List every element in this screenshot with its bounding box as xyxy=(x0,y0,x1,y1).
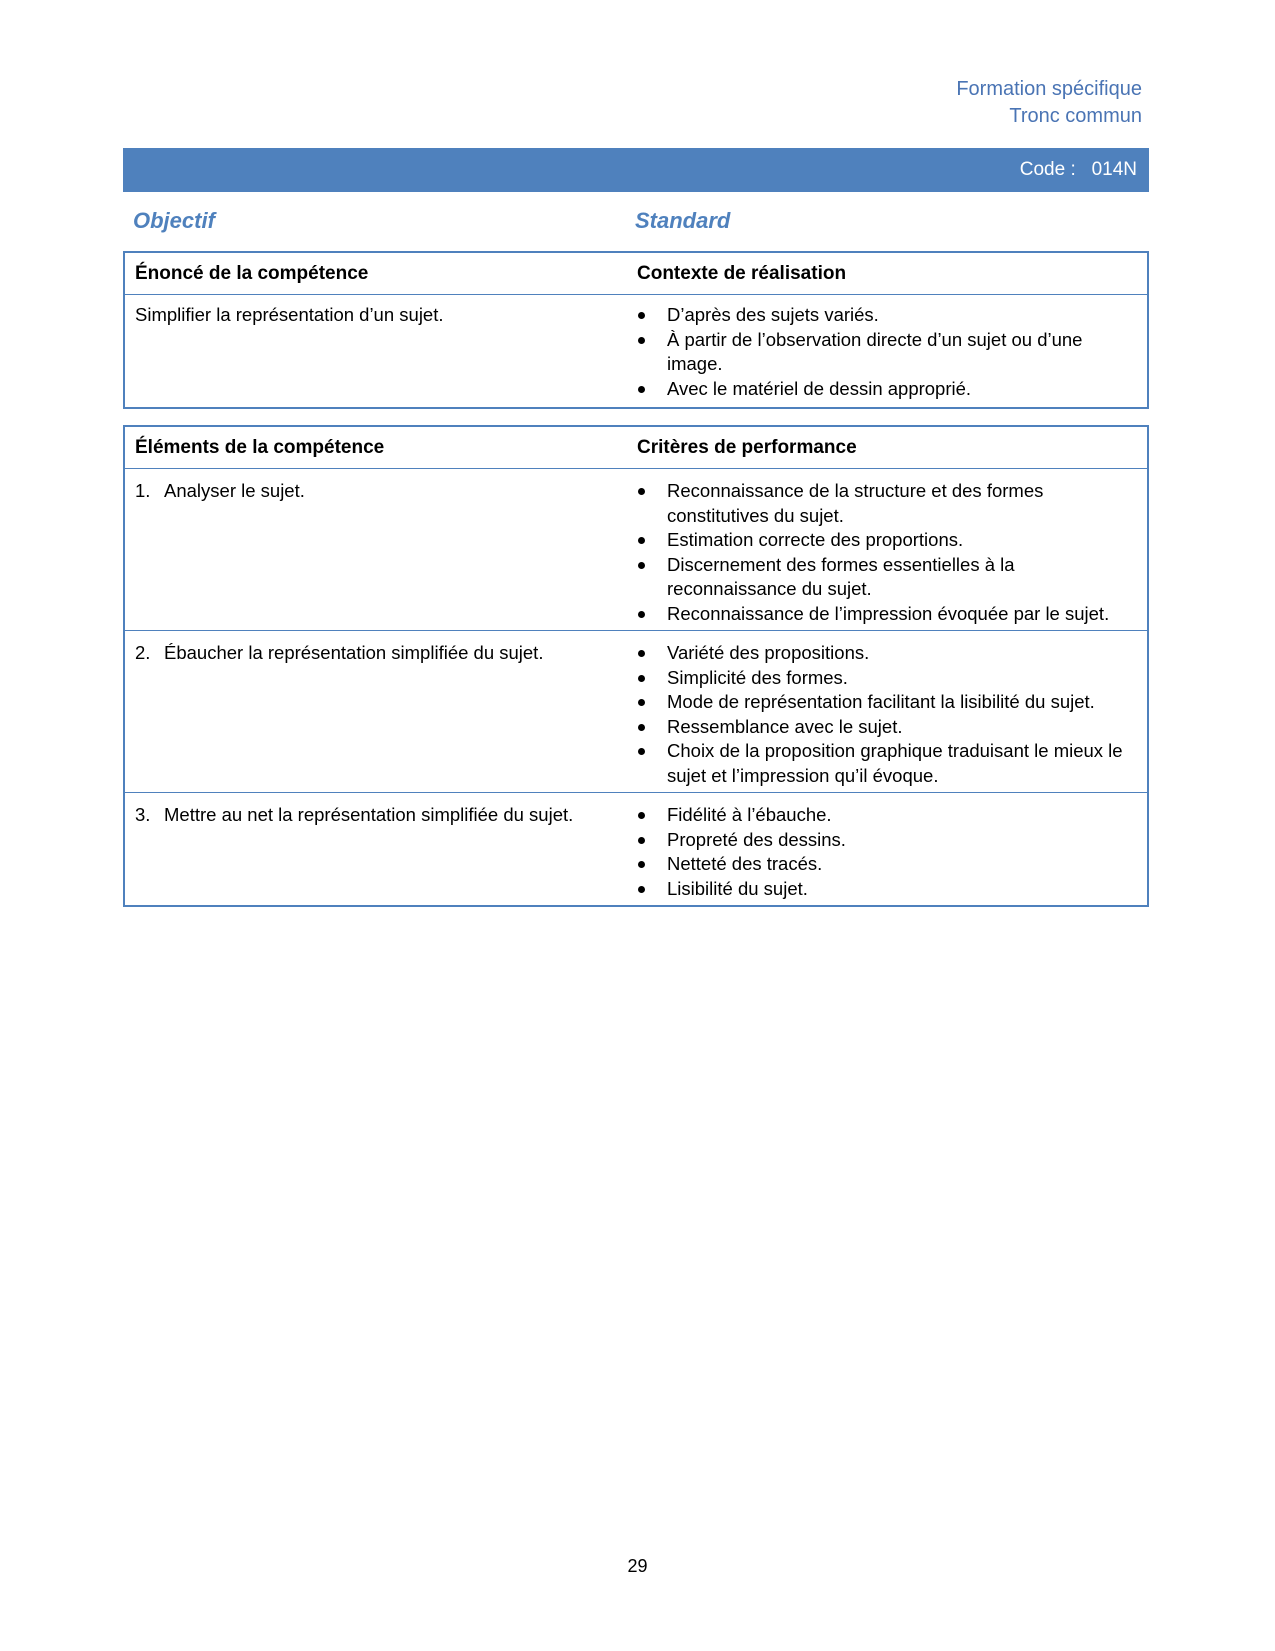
objectif-heading: Objectif xyxy=(133,208,215,233)
criteria-item xyxy=(637,803,1131,828)
element-text: Ébaucher la représentation simplifiée du sujet. xyxy=(164,642,544,663)
context-item xyxy=(637,303,1131,328)
standard-heading: Standard xyxy=(635,208,731,233)
criteria-item xyxy=(637,666,1131,691)
competence-body-row xyxy=(125,294,1147,407)
criteria-item-text: Simplicité des formes. xyxy=(667,666,848,688)
bullet-icon xyxy=(638,562,645,569)
bullet-icon xyxy=(638,837,645,844)
competence-statement: Simplifier la représentation d’un sujet. xyxy=(135,304,444,325)
bullet-icon xyxy=(638,312,645,319)
bullet-icon xyxy=(638,861,645,868)
criteria-item xyxy=(637,553,1131,602)
criteria-item-text: Discernement des formes essentielles à la reconnaissance du sujet. xyxy=(667,553,1015,599)
bullet-icon xyxy=(638,724,645,731)
criteria-item-text: Lisibilité du sujet. xyxy=(667,877,808,899)
bullet-icon xyxy=(638,886,645,893)
elements-header: Éléments de la compétence xyxy=(135,437,385,458)
criteria-item-text: Mode de représentation facilitant la lisibilité du sujet. xyxy=(667,691,1095,712)
elements-header-row xyxy=(125,427,1147,468)
element-number: 2. xyxy=(135,642,151,663)
elements-table xyxy=(123,425,1149,907)
criteria-item-text: Fidélité à l’ébauche. xyxy=(667,804,832,825)
element-item xyxy=(135,803,637,828)
criteria-header: Critères de performance xyxy=(637,437,857,458)
criteria-item xyxy=(637,852,1131,877)
bullet-icon xyxy=(638,337,645,344)
bullet-icon xyxy=(638,537,645,544)
criteria-item xyxy=(637,828,1131,853)
criteria-item xyxy=(637,528,1131,553)
criteria-item xyxy=(637,690,1131,715)
statement-header: Énoncé de la compétence xyxy=(135,263,369,284)
context-item xyxy=(637,328,1131,377)
criteria-item-text: Estimation correcte des proportions. xyxy=(667,529,964,550)
criteria-list xyxy=(637,803,1131,901)
criteria-item xyxy=(637,479,1131,528)
bullet-icon xyxy=(638,812,645,819)
criteria-item-text: Ressemblance avec le sujet. xyxy=(667,715,903,737)
program-labels xyxy=(956,76,1142,130)
code-bar xyxy=(123,148,1149,192)
criteria-item xyxy=(637,641,1131,666)
criteria-item-text: Reconnaissance de la structure et des formes constitutives du sujet. xyxy=(667,480,1044,526)
element-number: 3. xyxy=(135,804,151,825)
context-item-text: Avec le matériel de dessin approprié. xyxy=(667,377,972,399)
criteria-item-text: Variété des propositions. xyxy=(667,642,870,663)
competence-code: Code : 014N xyxy=(1019,159,1137,180)
competence-header-row xyxy=(125,253,1147,294)
context-item-text: À partir de l’observation directe d’un sujet ou d’une image. xyxy=(667,328,1083,374)
competence-table xyxy=(123,251,1149,409)
bullet-icon xyxy=(638,650,645,657)
page-number: 29 xyxy=(627,1556,648,1576)
program-type: Formation spécifique xyxy=(956,78,1142,100)
criteria-item-text: Propreté des dessins. xyxy=(667,828,846,850)
criteria-item xyxy=(637,715,1131,740)
element-row xyxy=(125,792,1147,905)
element-text: Analyser le sujet. xyxy=(164,480,305,501)
criteria-list xyxy=(637,479,1131,626)
context-item xyxy=(637,377,1131,402)
element-row xyxy=(125,630,1147,792)
element-row xyxy=(125,468,1147,630)
element-text: Mettre au net la représentation simplifiée du sujet. xyxy=(164,804,574,825)
element-number: 1. xyxy=(135,480,151,501)
bullet-icon xyxy=(638,675,645,682)
criteria-item-text: Choix de la proposition graphique traduisant le mieux le sujet et l’impression qu’il évoque. xyxy=(667,740,1123,786)
element-item xyxy=(135,479,637,504)
context-item-text: D’après des sujets variés. xyxy=(667,304,879,325)
criteria-list xyxy=(637,641,1131,788)
criteria-item-text: Netteté des tracés. xyxy=(667,853,823,874)
bullet-icon xyxy=(638,386,645,393)
context-list xyxy=(637,303,1131,401)
criteria-item-text: Reconnaissance de l’impression évoquée par le sujet. xyxy=(667,602,1110,624)
bullet-icon xyxy=(638,748,645,755)
bullet-icon xyxy=(638,699,645,706)
element-item xyxy=(135,641,637,666)
program-track: Tronc commun xyxy=(1009,105,1142,127)
bullet-icon xyxy=(638,488,645,495)
criteria-item xyxy=(637,739,1131,788)
criteria-item xyxy=(637,602,1131,627)
bullet-icon xyxy=(638,611,645,618)
criteria-item xyxy=(637,877,1131,902)
context-header: Contexte de réalisation xyxy=(637,263,847,284)
